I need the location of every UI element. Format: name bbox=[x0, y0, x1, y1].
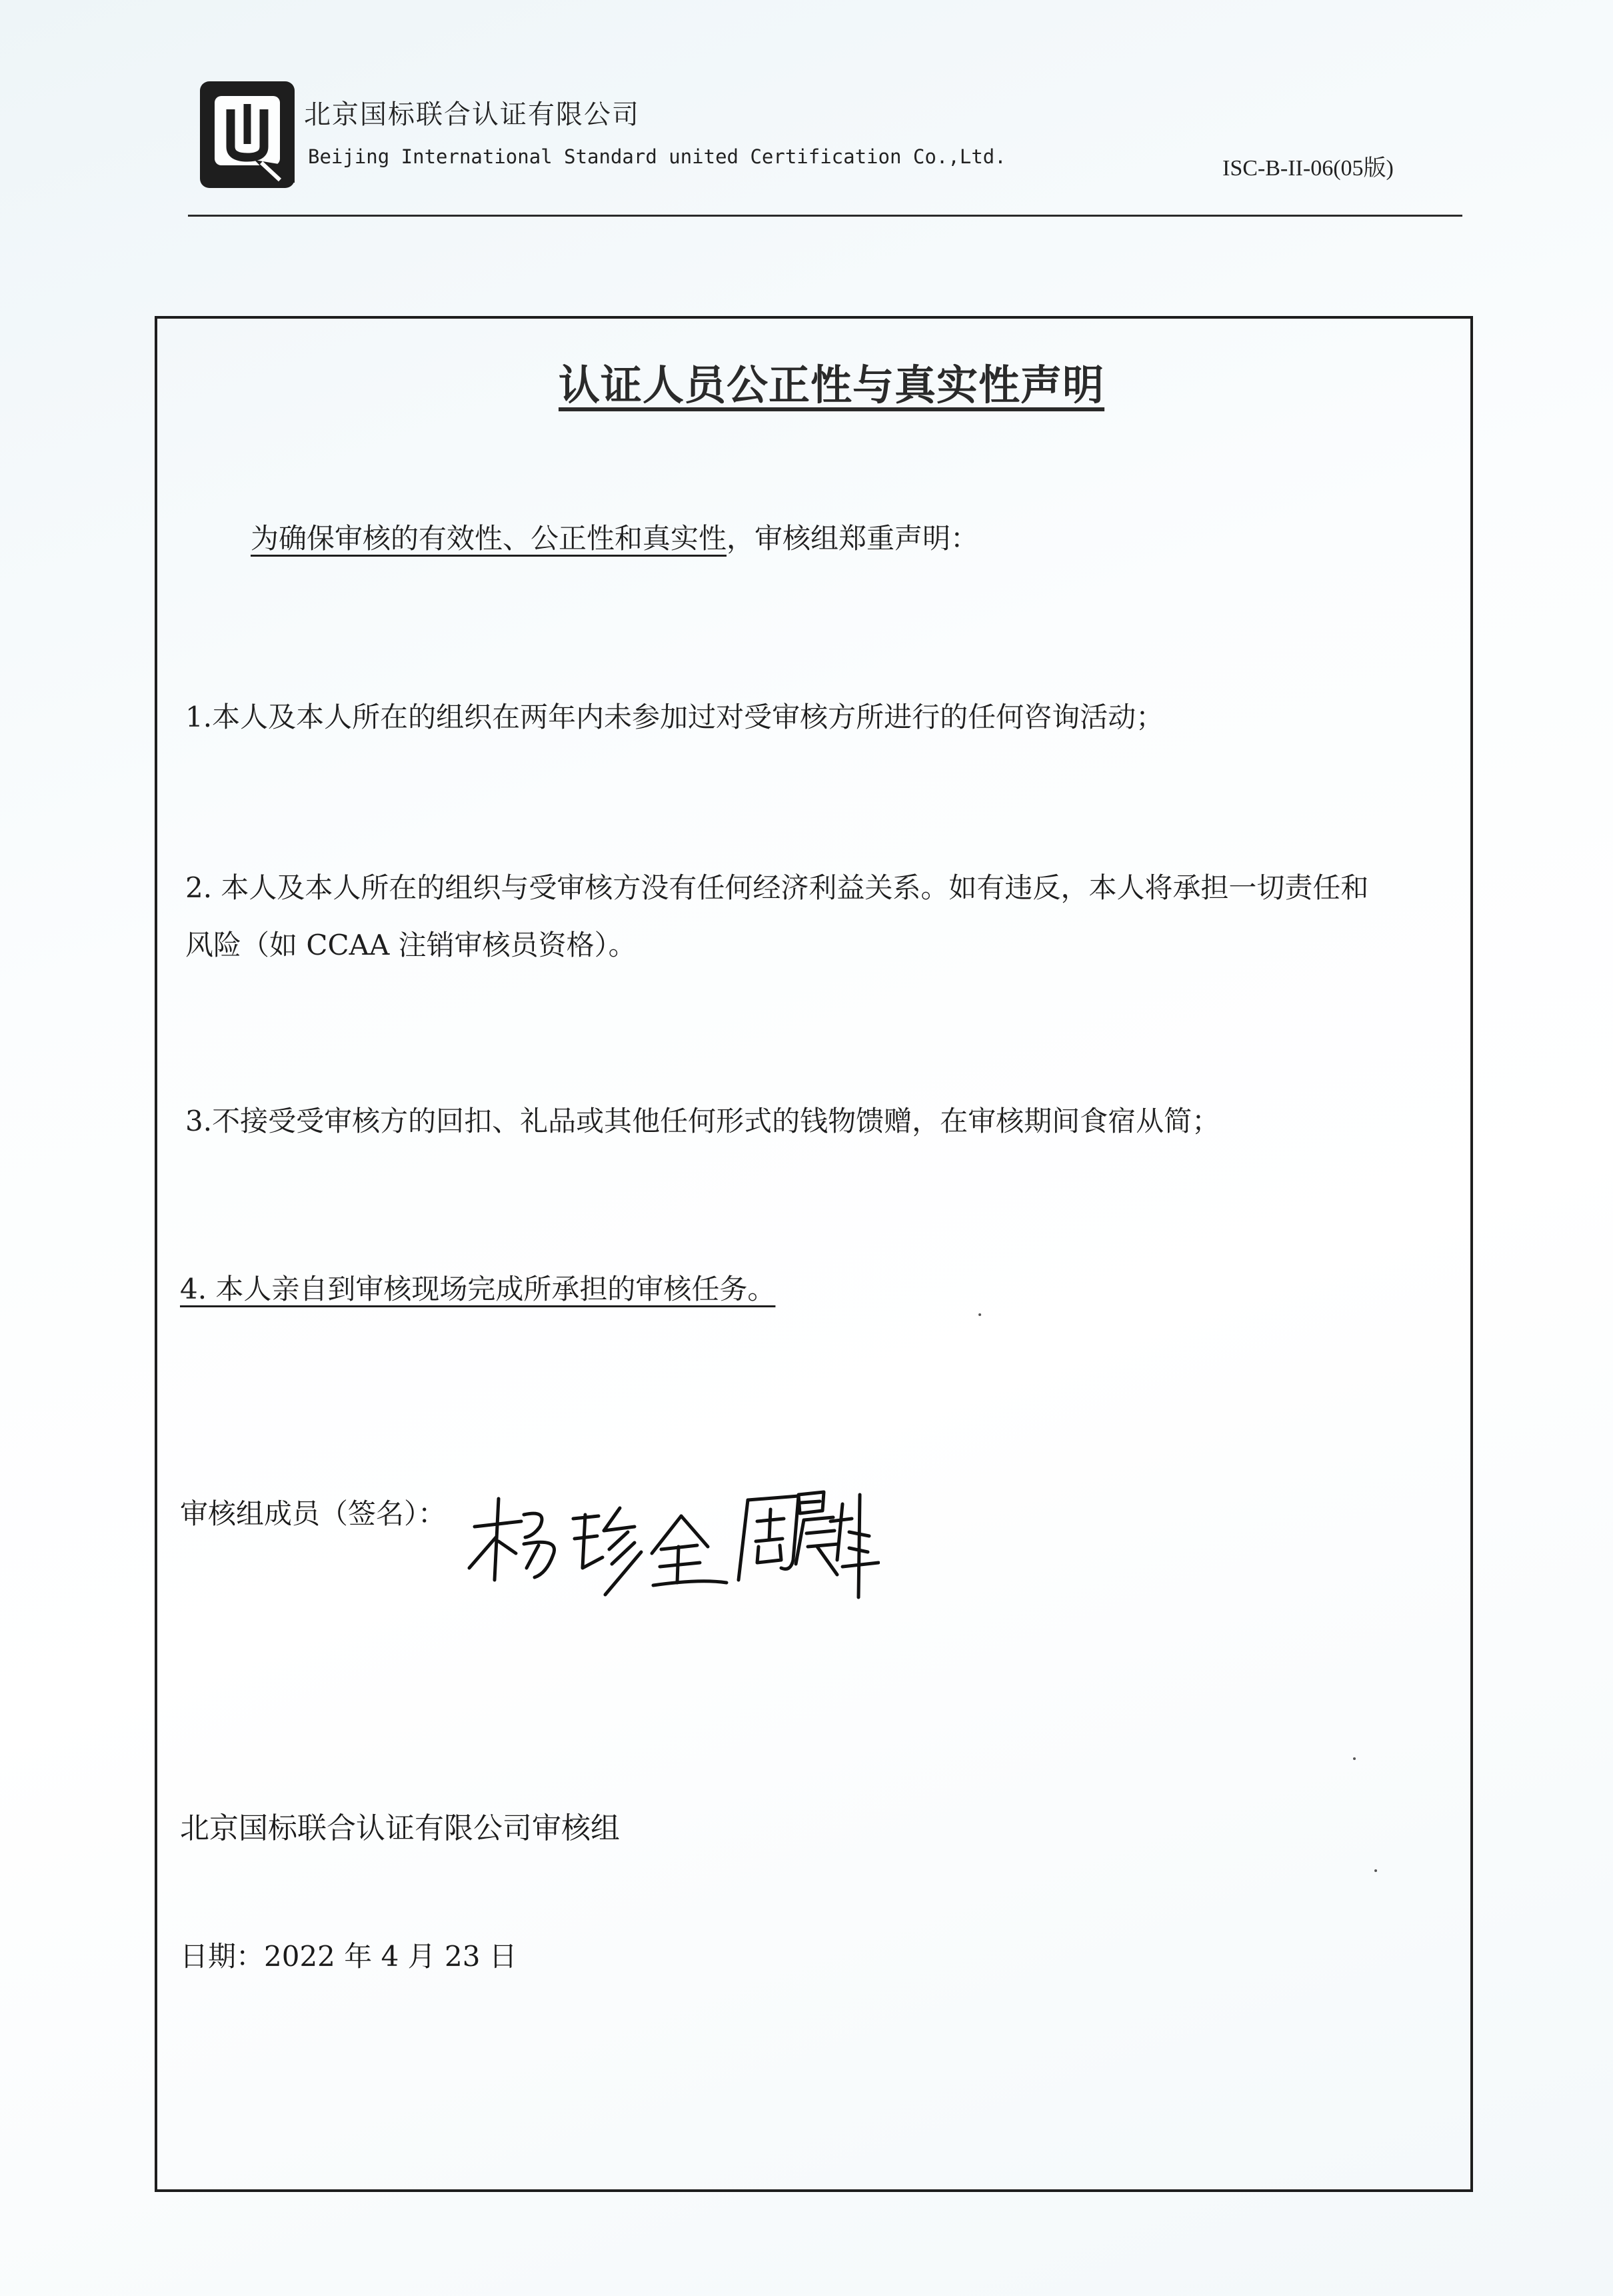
company-name-en: Beijing International Standard united Certification Co.,Ltd. bbox=[308, 145, 1006, 168]
document-code: ISC-B-II-06(05版) bbox=[1222, 156, 1394, 181]
scan-speck bbox=[1374, 1869, 1377, 1872]
declaration-item-1: 1.本人及本人所在的组织在两年内未参加过对受审核方所进行的任何咨询活动； bbox=[185, 701, 1164, 733]
audit-team-name: 北京国标联合认证有限公司审核组 bbox=[180, 1811, 620, 1845]
company-name-cn: 北京国标联合认证有限公司 bbox=[304, 99, 640, 130]
scan-speck bbox=[1353, 1757, 1356, 1760]
declaration-frame bbox=[155, 316, 1473, 2192]
header-divider bbox=[188, 215, 1462, 217]
declaration-item-2-line-1: 2. 本人及本人所在的组织与受审核方没有任何经济利益关系。如有违反，本人将承担一切责任和 bbox=[185, 871, 1369, 904]
intro-rest: ，审核组郑重声明： bbox=[727, 522, 979, 555]
scan-speck bbox=[978, 1313, 981, 1316]
intro-paragraph bbox=[251, 511, 978, 567]
declaration-item-3: 3.不接受受审核方的回扣、礼品或其他任何形式的钱物馈赠，在审核期间食宿从简； bbox=[185, 1105, 1220, 1137]
date-line: 日期：2022 年 4 月 23 日 bbox=[180, 1940, 517, 1973]
intro-underlined: 为确保审核的有效性、公正性和真实性 bbox=[251, 522, 727, 555]
signature-label: 审核组成员（签名）： bbox=[180, 1497, 447, 1530]
isc-logo-icon bbox=[197, 79, 297, 191]
declaration-item-4: 4. 本人亲自到审核现场完成所承担的审核任务。 bbox=[180, 1273, 776, 1305]
declaration-item-2-line-2: 风险（如 CCAA 注销审核员资格）。 bbox=[185, 929, 637, 961]
declaration-title: 认证人员公正性与真实性声明 bbox=[559, 361, 1105, 409]
handwritten-signature bbox=[460, 1480, 880, 1607]
